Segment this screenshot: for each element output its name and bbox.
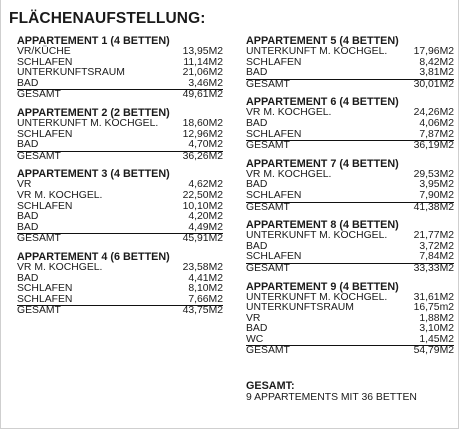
- apartment-block: [17, 36, 223, 101]
- room-label: SCHLAFEN: [17, 128, 73, 140]
- room-label: SCHLAFEN: [246, 56, 302, 68]
- apartment-block: [246, 282, 454, 358]
- room-area: 45,91M2: [182, 233, 223, 245]
- apartment-block: [17, 169, 223, 245]
- room-label: SCHLAFEN: [246, 251, 302, 263]
- room-area: 8,42M2: [419, 56, 454, 68]
- room-label: GESAMT: [246, 201, 290, 213]
- room-label: GESAMT: [246, 78, 290, 90]
- room-area: 24,26M2: [413, 107, 454, 119]
- room-label: VR: [246, 312, 261, 324]
- room-area: 11,14M2: [183, 56, 223, 68]
- room-area: 7,66M2: [188, 293, 223, 305]
- room-area: 4,70M2: [188, 139, 223, 151]
- total-row: [246, 203, 454, 214]
- room-area: 8,10M2: [188, 283, 223, 295]
- total-row: [246, 80, 454, 91]
- room-label: GESAMT: [246, 345, 290, 357]
- room-label: VR M. KOCHGEL.: [246, 168, 332, 180]
- room-label: UNTERKUNFT M. KOCHGEL.: [17, 117, 159, 129]
- apartment-block: [17, 252, 223, 317]
- area-row: [17, 47, 223, 58]
- total-row: [246, 346, 454, 357]
- room-area: 1,88M2: [419, 312, 454, 324]
- room-area: 36,26M2: [182, 150, 223, 162]
- apartment-heading: APPARTEMENT 6 (4 BETTEN): [246, 96, 399, 109]
- room-label: UNTERKUNFTSRAUM: [17, 67, 125, 79]
- apartment-heading: APPARTEMENT 2 (2 BETTEN): [17, 106, 170, 119]
- room-area: 7,90M2: [419, 189, 454, 201]
- area-row: [17, 263, 223, 274]
- apartment-block: [246, 36, 454, 90]
- room-label: SCHLAFEN: [17, 293, 73, 305]
- room-label: UNTERKUNFT M. KOCHGEL.: [246, 230, 388, 242]
- room-label: SCHLAFEN: [17, 56, 73, 68]
- room-area: 16,75m2: [413, 302, 454, 314]
- room-label: GESAMT: [246, 140, 290, 152]
- room-label: UNTERKUNFT M. KOCHGEL.: [246, 46, 388, 57]
- summary-heading: GESAMT:: [246, 380, 295, 392]
- room-area: 54,79M2: [413, 345, 454, 357]
- room-label: SCHLAFEN: [246, 128, 302, 140]
- room-label: UNTERKUNFT M. KOCHGEL.: [246, 291, 388, 303]
- apartment-heading: APPARTEMENT 4 (6 BETTEN): [17, 250, 170, 263]
- room-label: VR M. KOCHGEL.: [17, 261, 103, 273]
- apartment-block: [246, 97, 454, 151]
- total-row: [246, 141, 454, 152]
- room-label: GESAMT: [17, 233, 61, 245]
- room-area: 23,58M2: [182, 261, 223, 273]
- summary-block: [246, 381, 417, 403]
- right-column: [246, 36, 454, 364]
- room-area: 49,61M2: [182, 89, 223, 101]
- room-label: VR M. KOCHGEL.: [17, 189, 103, 201]
- area-row: [246, 191, 454, 203]
- room-area: 29,53M2: [413, 168, 454, 180]
- area-row: [17, 140, 223, 152]
- area-row: [246, 47, 454, 58]
- room-area: 10,10M2: [182, 200, 223, 212]
- room-label: BAD: [246, 67, 268, 79]
- apartment-heading: APPARTEMENT 3 (4 BETTEN): [17, 168, 170, 181]
- room-label: BAD: [246, 240, 268, 252]
- room-area: 4,62M2: [188, 179, 223, 191]
- room-label: GESAMT: [17, 150, 61, 162]
- room-label: GESAMT: [17, 305, 61, 317]
- room-label: SCHLAFEN: [17, 283, 73, 295]
- room-area: 4,41M2: [188, 272, 223, 284]
- room-label: VR/KÜCHE: [17, 46, 71, 57]
- area-row: [17, 191, 223, 202]
- room-label: VR: [17, 179, 32, 191]
- room-area: 17,96M2: [413, 46, 454, 57]
- area-row: [17, 119, 223, 130]
- room-area: 12,96M2: [182, 128, 223, 140]
- apartment-heading: APPARTEMENT 5 (4 BETTEN): [246, 35, 399, 47]
- room-label: BAD: [246, 179, 268, 191]
- room-area: 1,45M2: [419, 333, 454, 345]
- apartment-heading: APPARTEMENT 9 (4 BETTEN): [246, 280, 399, 293]
- room-label: BAD: [17, 272, 39, 284]
- room-area: 21,06M2: [182, 67, 223, 79]
- apartment-block: [246, 159, 454, 213]
- room-area: 21,77M2: [413, 230, 454, 242]
- room-area: 43,75M2: [182, 305, 223, 317]
- room-area: 3,95M2: [419, 179, 454, 191]
- total-row: [17, 90, 223, 101]
- room-label: VR M. KOCHGEL.: [246, 107, 332, 119]
- room-area: 33,33M2: [413, 262, 454, 274]
- apartment-block: [17, 108, 223, 162]
- total-row: [17, 234, 223, 245]
- room-label: SCHLAFEN: [246, 189, 302, 201]
- room-label: BAD: [246, 117, 268, 129]
- room-label: BAD: [17, 139, 39, 151]
- room-label: UNTERKUNFTSRAUM: [246, 302, 354, 314]
- total-row: [17, 152, 223, 163]
- room-area: 13,95M2: [182, 46, 223, 57]
- room-label: GESAMT: [17, 89, 61, 101]
- room-area: 30,01M2: [413, 78, 454, 90]
- room-area: 36,19M2: [413, 140, 454, 152]
- total-row: [246, 264, 454, 275]
- room-area: 4,49M2: [188, 221, 223, 233]
- room-area: 18,60M2: [182, 117, 223, 129]
- room-area: 7,84M2: [419, 251, 454, 263]
- room-area: 7,87M2: [419, 128, 454, 140]
- apartment-heading: APPARTEMENT 8 (4 BETTEN): [246, 219, 399, 232]
- apartment-heading: APPARTEMENT 7 (4 BETTEN): [246, 157, 399, 170]
- room-area: 3,10M2: [419, 323, 454, 335]
- room-area: 4,06M2: [419, 117, 454, 129]
- summary-text: 9 APPARTEMENTS MIT 36 BETTEN: [246, 392, 417, 403]
- room-area: 41,38M2: [413, 201, 454, 213]
- area-row: [246, 119, 454, 130]
- document-title: FLÄCHENAUFSTELLUNG:: [9, 10, 206, 27]
- room-area: 3,72M2: [419, 240, 454, 252]
- room-area: 31,61M2: [413, 291, 454, 303]
- left-column: [17, 36, 223, 324]
- room-area: 3,46M2: [188, 77, 223, 89]
- room-label: SCHLAFEN: [17, 200, 73, 212]
- room-label: BAD: [17, 221, 39, 233]
- room-area: 3,81M2: [419, 67, 454, 79]
- room-label: WC: [246, 333, 264, 345]
- total-row: [17, 306, 223, 317]
- apartment-heading: APPARTEMENT 1 (4 BETTEN): [17, 35, 170, 47]
- room-label: BAD: [246, 323, 268, 335]
- room-label: GESAMT: [246, 262, 290, 274]
- room-area: 22,50M2: [182, 189, 223, 201]
- room-label: BAD: [17, 77, 39, 89]
- room-label: BAD: [17, 211, 39, 223]
- apartment-block: [246, 220, 454, 274]
- room-area: 4,20M2: [188, 211, 223, 223]
